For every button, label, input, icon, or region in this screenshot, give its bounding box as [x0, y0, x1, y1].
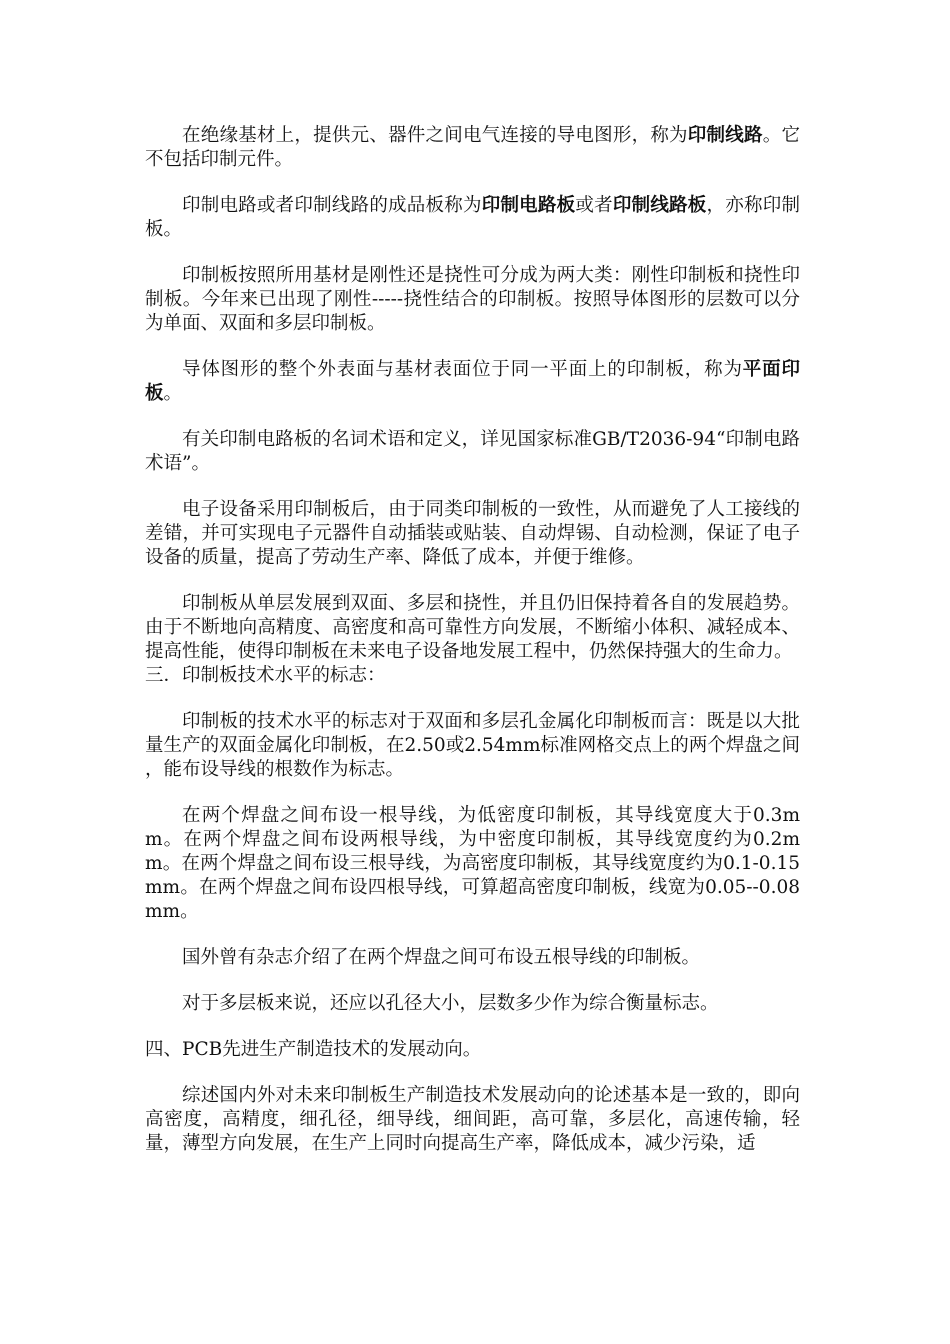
paragraph-technical-level: 印制板的技术水平的标志对于双面和多层孔金属化印制板而言：既是以大批量生产的双面金属化印制板，在2.50或2.54mm标准网格交点上的两个焊盘之间 ，能布设导线的根数作为标志。: [145, 711, 800, 780]
document-body: [145, 124, 800, 1178]
paragraph-flat-board: [145, 358, 800, 406]
bold-term-printed-circuit: 印制线路: [687, 125, 763, 146]
paragraph-printed-board-definition: [145, 194, 800, 242]
paragraph-text: 在绝缘基材上，提供元、器件之间电气连接的导电图形，称为: [182, 125, 688, 146]
paragraph-development-trend: 印制板从单层发展到双面、多层和挠性，并且仍旧保持着各自的发展趋势。由于不断地向高精度、高密度和高可靠性方向发展，不断缩小体积、减轻成本、提高性能，使得印制板在未来电子设备地发展工程中，仍然保持强大的生命力。: [145, 593, 800, 662]
paragraph-text: 。: [163, 383, 183, 404]
bold-term-printed-wiring-board: 印制线路板: [612, 195, 707, 216]
paragraph-text: 导体图形的整个外表面与基材表面位于同一平面上的印制板，称为: [182, 359, 743, 380]
paragraph-manufacturing-trends: 综述国内外对未来印制板生产制造技术发展动向的论述基本是一致的，即向高密度，高精度，细孔径，细导线，细间距，高可靠，多层化，高速传输，轻量，薄型方向发展，在生产上同时向提高生产率，降低成本，减少污染，适: [145, 1085, 800, 1154]
paragraph-text: 印制电路或者印制线路的成品板称为: [182, 195, 482, 216]
paragraph-five-conductors: 国外曾有杂志介绍了在两个焊盘之间可布设五根导线的印制板。: [182, 947, 701, 968]
paragraph-density-levels: 在两个焊盘之间布设一根导线，为低密度印制板，其导线宽度大于0.3mm。在两个焊盘之间布设两根导线，为中密度印制板，其导线宽度约为0.2mm。在两个焊盘之间布设三根导线，为高密度印制板，其导线宽度约为0.1-0.15mm。在两个焊盘之间布设四根导线，可算超高密度印制板，线宽为0.05--0.08mm。: [145, 805, 800, 922]
paragraph-benefits: 电子设备采用印制板后，由于同类印制板的一致性，从而避免了人工接线的差错，并可实现电子元器件自动插装或贴装、自动焊锡、自动检测，保证了电子设备的质量，提高了劳动生产率、降低了成本，并便于维修。: [145, 499, 800, 568]
bold-term-flat-board: 平面印板: [145, 359, 800, 404]
paragraph-board-types: 印制板按照所用基材是刚性还是挠性可分成为两大类：刚性印制板和挠性印制板。今年来已出现了刚性-----挠性结合的印制板。按照导体图形的层数可以分为单面、双面和多层印制板。: [145, 265, 800, 334]
paragraph-national-standard: 有关印制电路板的名词术语和定义，详见国家标准GB/T2036-94“印制电路术语”。: [145, 429, 800, 474]
paragraph-text: 或者: [575, 195, 613, 216]
paragraph-text: ，亦称印制板。: [145, 195, 800, 240]
paragraph-text: 。它不包括印制元件。: [145, 125, 800, 170]
paragraph-multilayer-criteria: 对于多层板来说，还应以孔径大小，层数多少作为综合衡量标志。: [182, 993, 719, 1014]
paragraph-printed-circuit-definition: [145, 124, 800, 172]
section-heading-pcb-trends: 四、PCB先进生产制造技术的发展动向。: [145, 1039, 482, 1060]
bold-term-pcb: 印制电路板: [481, 195, 576, 216]
section-heading-technical-level: 三．印制板技术水平的标志：: [145, 665, 386, 686]
